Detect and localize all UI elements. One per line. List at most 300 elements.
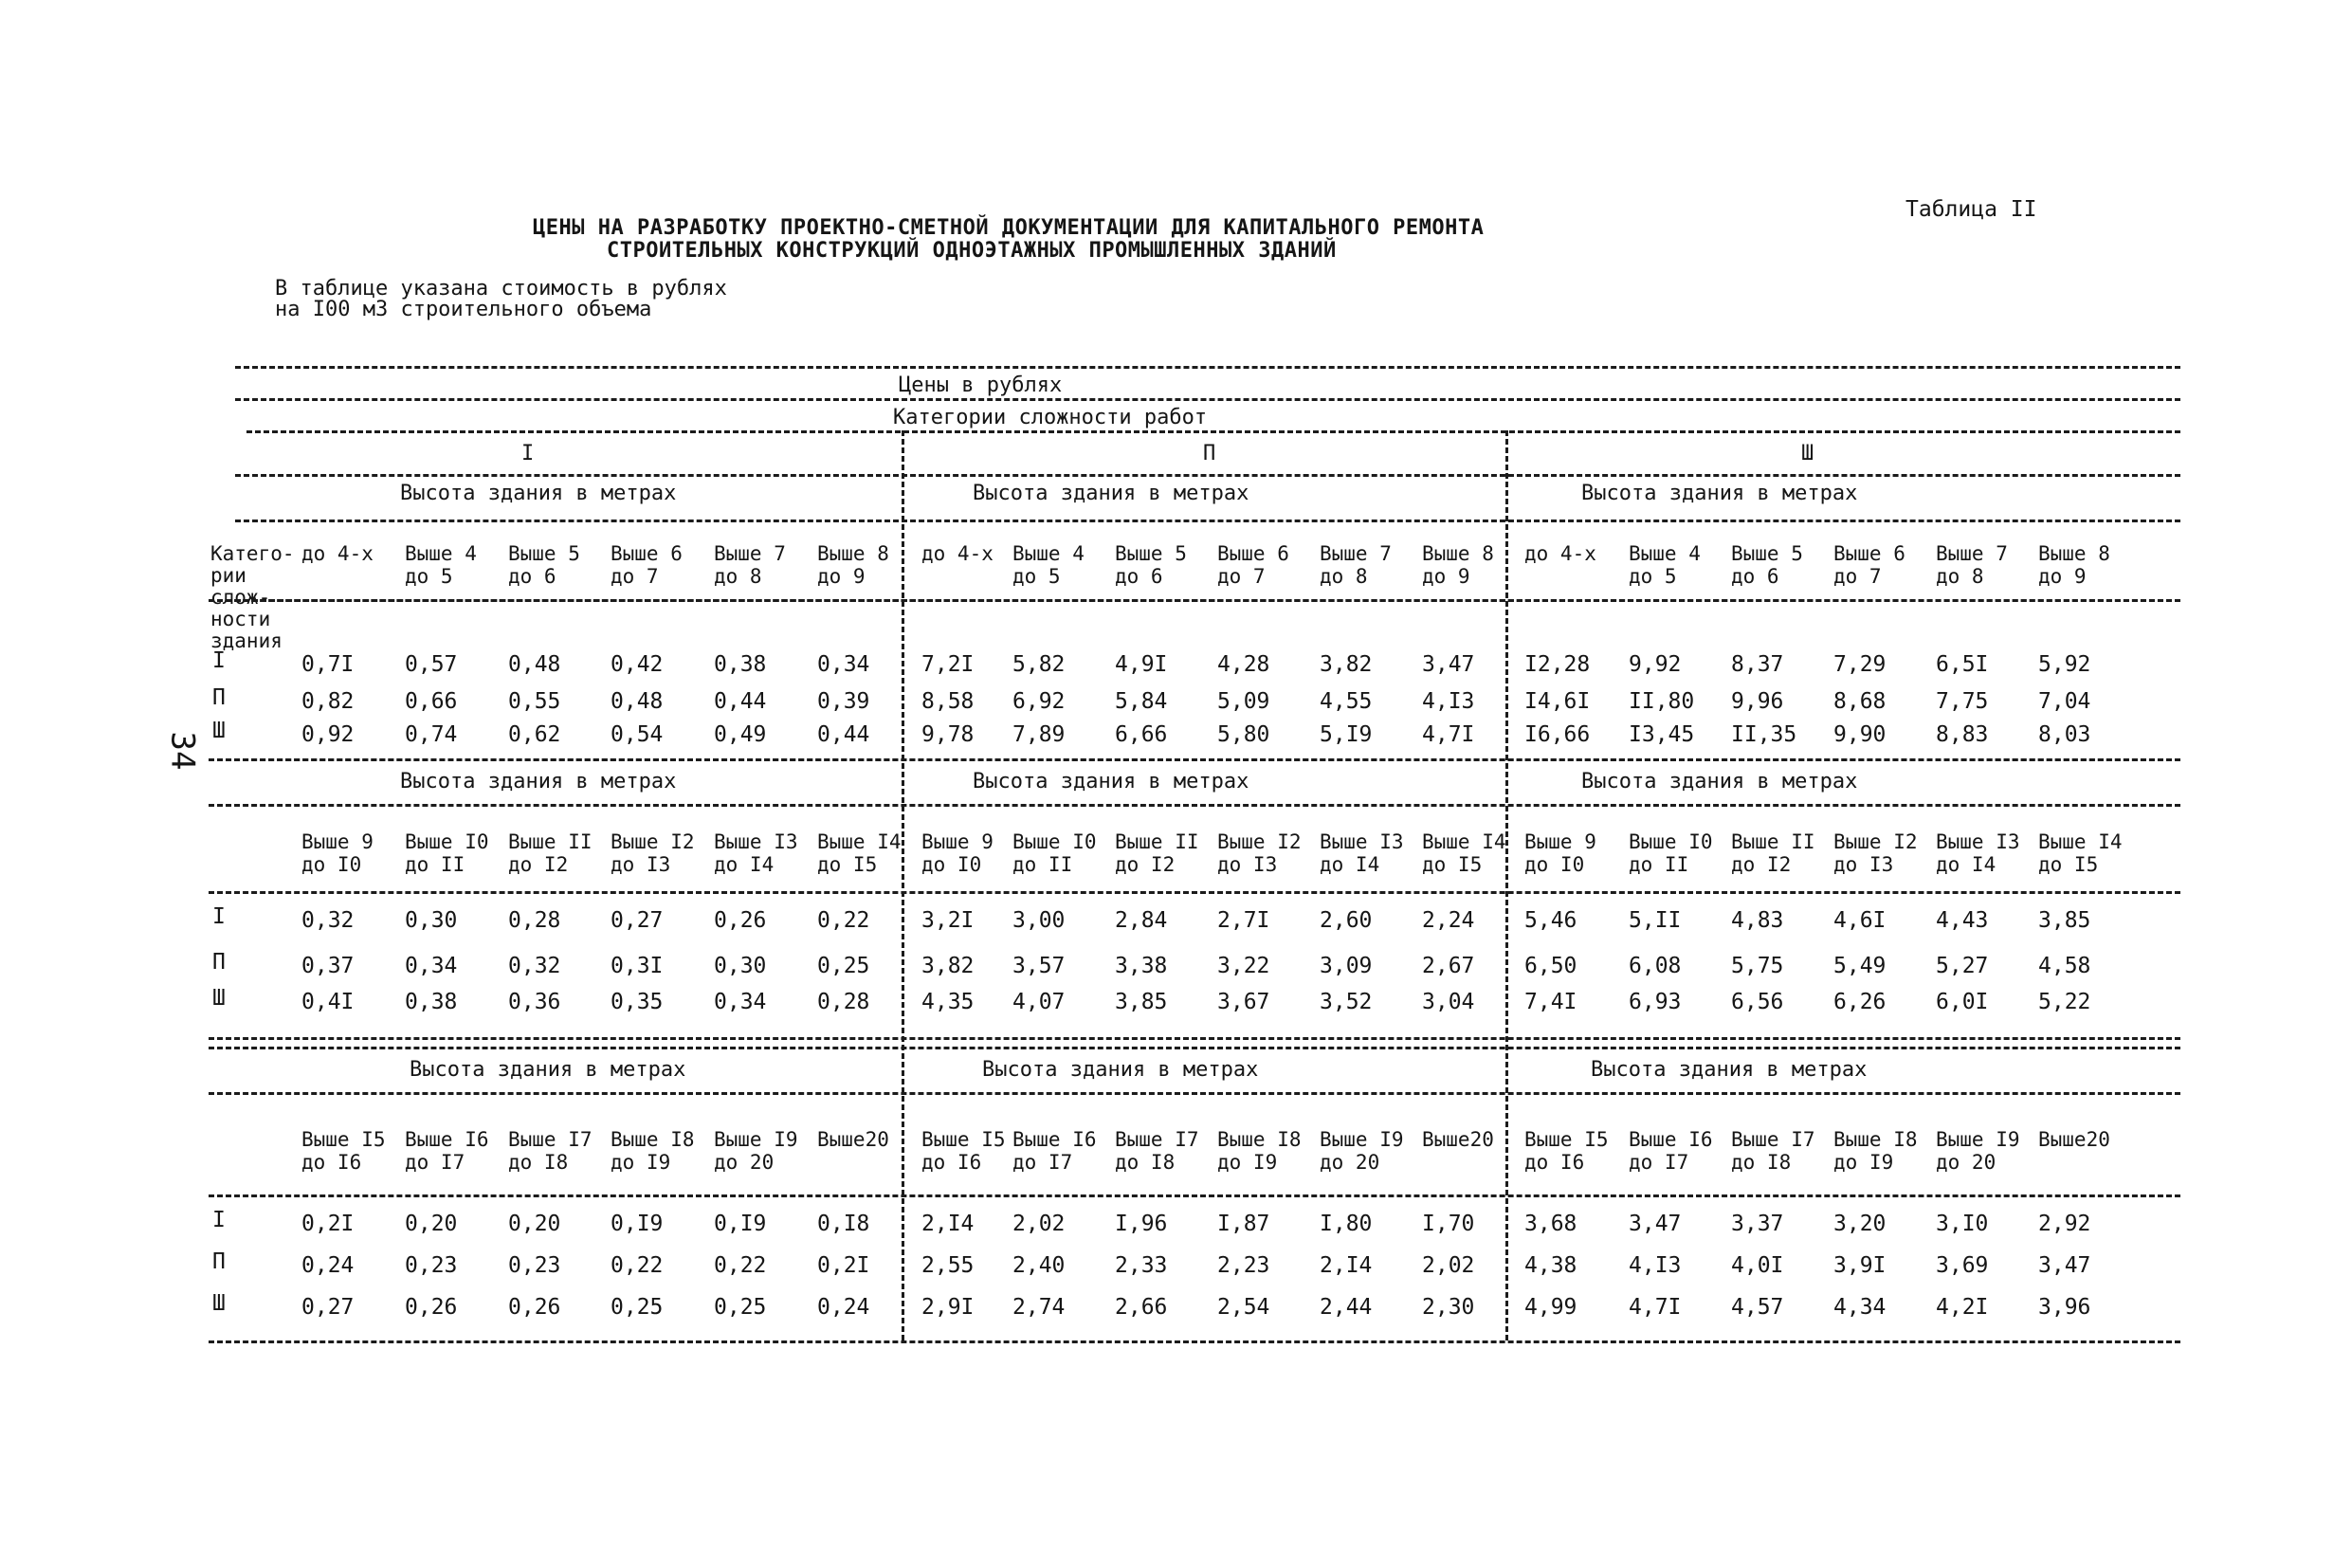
table-cell: 0,30 xyxy=(405,908,458,933)
column-header: до I6 xyxy=(301,1151,362,1174)
table-cell: 3,09 xyxy=(1320,954,1373,978)
column-header: до 6 xyxy=(508,565,556,588)
table-cell: 4,I3 xyxy=(1422,689,1475,714)
table-cell: 0,39 xyxy=(817,689,870,714)
table-cell: 0,49 xyxy=(714,722,767,747)
table-cell: 0,34 xyxy=(405,954,458,978)
table-cell: 0,32 xyxy=(301,908,355,933)
table-cell: 0,3I xyxy=(611,954,664,978)
table-cell: 4,43 xyxy=(1936,908,1989,933)
table-cell: 2,60 xyxy=(1320,908,1373,933)
row-label: I xyxy=(212,648,226,673)
table-cell: 0,66 xyxy=(405,689,458,714)
table-cell: 0,26 xyxy=(508,1295,561,1320)
table-cell: 2,84 xyxy=(1115,908,1168,933)
column-header: Выше 7 xyxy=(1936,542,2008,565)
column-header: Выше I3 xyxy=(1320,830,1404,853)
title-line-2: СТРОИТЕЛЬНЫХ КОНСТРУКЦИЙ ОДНОЭТАЖНЫХ ПРОМЫШЛЕННЫХ ЗДАНИЙ xyxy=(607,239,1337,263)
table-cell: 2,40 xyxy=(1012,1253,1066,1278)
table-cell: 0,2I xyxy=(817,1253,870,1278)
table-cell: 0,22 xyxy=(817,908,870,933)
divider-line xyxy=(235,520,2180,522)
column-header: до I8 xyxy=(1731,1151,1792,1174)
column-header: до 5 xyxy=(1629,565,1677,588)
table-cell: 4,57 xyxy=(1731,1295,1784,1320)
column-header: Выше 6 xyxy=(1217,542,1289,565)
height-label: Высота здания в метрах xyxy=(400,482,677,505)
row-label: П xyxy=(212,1249,226,1274)
table-cell: 0,7I xyxy=(301,652,355,677)
row-label: Ш xyxy=(212,719,226,743)
table-cell: 4,35 xyxy=(921,990,975,1014)
table-cell: 3,I0 xyxy=(1936,1212,1989,1236)
column-header: до 4-х xyxy=(1524,542,1596,565)
table-cell: 0,82 xyxy=(301,689,355,714)
divider-line xyxy=(235,474,2180,477)
column-header: до 20 xyxy=(1320,1151,1380,1174)
table-cell: II,80 xyxy=(1629,689,1695,714)
column-header: Выше 9 xyxy=(1524,830,1596,853)
column-header: до I8 xyxy=(508,1151,569,1174)
column-header: до I3 xyxy=(1833,853,1894,876)
column-header: Выше I6 xyxy=(1012,1128,1097,1151)
table-cell: 9,96 xyxy=(1731,689,1784,714)
table-cell: 0,26 xyxy=(714,908,767,933)
table-cell: 6,66 xyxy=(1115,722,1168,747)
column-header: до I9 xyxy=(611,1151,671,1174)
column-header: до 8 xyxy=(1320,565,1368,588)
table-cell: 4,0I xyxy=(1731,1253,1784,1278)
table-cell: I,96 xyxy=(1115,1212,1168,1236)
table-cell: 5,I9 xyxy=(1320,722,1373,747)
column-header: Выше 8 xyxy=(2038,542,2110,565)
table-cell: 0,42 xyxy=(611,652,664,677)
column-header: до I5 xyxy=(817,853,878,876)
table-cell: 3,47 xyxy=(1629,1212,1682,1236)
table-cell: 0,54 xyxy=(611,722,664,747)
column-header: Выше I2 xyxy=(1833,830,1918,853)
table-cell: 3,57 xyxy=(1012,954,1066,978)
divider-line xyxy=(209,1037,2180,1040)
column-header: до I6 xyxy=(921,1151,982,1174)
column-header: до 8 xyxy=(714,565,762,588)
table-cell: 2,9I xyxy=(921,1295,975,1320)
table-cell: 9,92 xyxy=(1629,652,1682,677)
column-header: до 4-х xyxy=(921,542,994,565)
table-cell: 2,54 xyxy=(1217,1295,1270,1320)
column-header: Выше 9 xyxy=(301,830,374,853)
column-header: Выше I5 xyxy=(1524,1128,1609,1151)
column-header: Выше20 xyxy=(2038,1128,2110,1151)
column-header: Выше 5 xyxy=(1731,542,1803,565)
column-header: Выше I7 xyxy=(1115,1128,1199,1151)
table-cell: 0,I8 xyxy=(817,1212,870,1236)
column-divider xyxy=(902,430,904,1340)
table-cell: 2,23 xyxy=(1217,1253,1270,1278)
table-cell: 0,30 xyxy=(714,954,767,978)
table-cell: 7,4I xyxy=(1524,990,1577,1014)
page-number: 34 xyxy=(163,731,202,771)
table-cell: 0,24 xyxy=(301,1253,355,1278)
column-header: Выше I0 xyxy=(1012,830,1097,853)
column-header: Выше I4 xyxy=(817,830,902,853)
table-cell: 6,50 xyxy=(1524,954,1577,978)
column-header: Выше 8 xyxy=(1422,542,1494,565)
table-cell: 0,2I xyxy=(301,1212,355,1236)
column-header: Выше20 xyxy=(1422,1128,1494,1151)
table-cell: 3,9I xyxy=(1833,1253,1887,1278)
table-cell: 0,34 xyxy=(714,990,767,1014)
table-cell: I3,45 xyxy=(1629,722,1695,747)
column-header: Выше I7 xyxy=(1731,1128,1815,1151)
column-header: до 5 xyxy=(405,565,453,588)
column-header: Выше I8 xyxy=(611,1128,695,1151)
column-header: Выше II xyxy=(1115,830,1199,853)
column-header: до I4 xyxy=(1320,853,1380,876)
prices-label: Цены в рублях xyxy=(899,374,1063,397)
table-cell: 4,38 xyxy=(1524,1253,1577,1278)
column-header: Выше I0 xyxy=(405,830,489,853)
height-label: Высота здания в метрах xyxy=(1581,770,1858,793)
table-cell: 0,44 xyxy=(714,689,767,714)
table-cell: 0,26 xyxy=(405,1295,458,1320)
table-cell: 6,56 xyxy=(1731,990,1784,1014)
table-cell: 7,89 xyxy=(1012,722,1066,747)
table-cell: 5,09 xyxy=(1217,689,1270,714)
table-cell: 6,08 xyxy=(1629,954,1682,978)
column-header: до 9 xyxy=(817,565,866,588)
row-label: Ш xyxy=(212,986,226,1011)
table-cell: 6,5I xyxy=(1936,652,1989,677)
column-header: до 20 xyxy=(1936,1151,1996,1174)
column-header: Выше I9 xyxy=(1936,1128,2020,1151)
table-cell: 2,66 xyxy=(1115,1295,1168,1320)
table-cell: 0,22 xyxy=(611,1253,664,1278)
category-group-2: П xyxy=(1203,442,1216,465)
column-header: Выше 8 xyxy=(817,542,889,565)
table-cell: 0,24 xyxy=(817,1295,870,1320)
table-cell: 3,04 xyxy=(1422,990,1475,1014)
column-header: Выше I4 xyxy=(1422,830,1506,853)
column-header: до 9 xyxy=(1422,565,1470,588)
column-header: Выше 5 xyxy=(1115,542,1187,565)
column-header: Выше I3 xyxy=(1936,830,2020,853)
table-cell: I6,66 xyxy=(1524,722,1591,747)
row-label: I xyxy=(212,1208,226,1232)
table-cell: 0,74 xyxy=(405,722,458,747)
height-label: Высота здания в метрах xyxy=(410,1058,686,1082)
height-label: Высота здания в метрах xyxy=(982,1058,1259,1082)
column-header: до I0 xyxy=(1524,853,1585,876)
column-header: Выше 7 xyxy=(1320,542,1392,565)
table-cell: 5,75 xyxy=(1731,954,1784,978)
table-cell: I4,6I xyxy=(1524,689,1591,714)
column-header: до II xyxy=(1012,853,1073,876)
column-header: Выше I6 xyxy=(1629,1128,1713,1151)
column-header: до I6 xyxy=(1524,1151,1585,1174)
column-header: Выше 6 xyxy=(1833,542,1905,565)
table-cell: 4,6I xyxy=(1833,908,1887,933)
divider-line xyxy=(235,398,2180,401)
column-header: до I2 xyxy=(508,853,569,876)
column-header: Выше I9 xyxy=(1320,1128,1404,1151)
divider-line xyxy=(209,891,2180,894)
column-header: Выше I8 xyxy=(1833,1128,1918,1151)
column-header: до I3 xyxy=(1217,853,1278,876)
column-header: до I3 xyxy=(611,853,671,876)
table-cell: 4,28 xyxy=(1217,652,1270,677)
table-cell: 5,27 xyxy=(1936,954,1989,978)
table-cell: 3,69 xyxy=(1936,1253,1989,1278)
column-header: до 6 xyxy=(1115,565,1163,588)
table-cell: 3,68 xyxy=(1524,1212,1577,1236)
note-line-1: В таблице указана стоимость в рублях xyxy=(275,277,727,301)
table-cell: 5,80 xyxy=(1217,722,1270,747)
table-cell: 3,47 xyxy=(1422,652,1475,677)
row-category-label: ности xyxy=(210,608,271,630)
table-cell: I,70 xyxy=(1422,1212,1475,1236)
column-header: Выше 5 xyxy=(508,542,580,565)
table-cell: 2,33 xyxy=(1115,1253,1168,1278)
table-cell: 0,25 xyxy=(714,1295,767,1320)
table-cell: 0,20 xyxy=(508,1212,561,1236)
table-cell: 0,25 xyxy=(817,954,870,978)
column-header: Выше 6 xyxy=(611,542,683,565)
table-cell: 3,82 xyxy=(921,954,975,978)
note-line-2: на I00 м3 строительного объема xyxy=(275,298,652,321)
column-header: Выше 4 xyxy=(1012,542,1085,565)
table-cell: 0,57 xyxy=(405,652,458,677)
table-cell: 2,24 xyxy=(1422,908,1475,933)
category-group-1: I xyxy=(521,442,535,465)
divider-line xyxy=(246,430,2180,433)
table-cell: 3,22 xyxy=(1217,954,1270,978)
table-cell: 3,47 xyxy=(2038,1253,2091,1278)
table-cell: 4,99 xyxy=(1524,1295,1577,1320)
table-cell: 3,85 xyxy=(1115,990,1168,1014)
table-cell: 3,85 xyxy=(2038,908,2091,933)
table-cell: 8,37 xyxy=(1731,652,1784,677)
column-header: Выше I8 xyxy=(1217,1128,1302,1151)
column-header: Выше I9 xyxy=(714,1128,798,1151)
divider-line xyxy=(209,758,2180,761)
column-header: до II xyxy=(1629,853,1689,876)
column-header: до 8 xyxy=(1936,565,1984,588)
table-cell: 4,34 xyxy=(1833,1295,1887,1320)
row-label: Ш xyxy=(212,1291,226,1316)
column-header: до 4-х xyxy=(301,542,374,565)
table-cell: II,35 xyxy=(1731,722,1797,747)
column-header: до I0 xyxy=(301,853,362,876)
table-cell: 4,9I xyxy=(1115,652,1168,677)
table-cell: 0,44 xyxy=(817,722,870,747)
column-header: Выше 4 xyxy=(405,542,477,565)
divider-line xyxy=(209,1340,2180,1343)
table-cell: 0,36 xyxy=(508,990,561,1014)
table-cell: 4,07 xyxy=(1012,990,1066,1014)
table-cell: 3,52 xyxy=(1320,990,1373,1014)
table-cell: 2,92 xyxy=(2038,1212,2091,1236)
table-cell: 2,02 xyxy=(1012,1212,1066,1236)
table-cell: 2,02 xyxy=(1422,1253,1475,1278)
table-cell: 2,74 xyxy=(1012,1295,1066,1320)
table-cell: 0,37 xyxy=(301,954,355,978)
table-cell: 5,92 xyxy=(2038,652,2091,677)
table-number: Таблица II xyxy=(1905,197,2037,222)
divider-line xyxy=(209,1047,2180,1049)
table-cell: 7,29 xyxy=(1833,652,1887,677)
column-header: Выше 7 xyxy=(714,542,786,565)
table-cell: 5,82 xyxy=(1012,652,1066,677)
table-cell: 3,2I xyxy=(921,908,975,933)
table-cell: 0,23 xyxy=(405,1253,458,1278)
table-cell: I,87 xyxy=(1217,1212,1270,1236)
divider-line xyxy=(209,1092,2180,1095)
table-cell: 3,67 xyxy=(1217,990,1270,1014)
table-cell: 4,I3 xyxy=(1629,1253,1682,1278)
table-cell: 2,30 xyxy=(1422,1295,1475,1320)
table-cell: 3,82 xyxy=(1320,652,1373,677)
column-header: Выше I2 xyxy=(611,830,695,853)
column-header: до I0 xyxy=(921,853,982,876)
column-header: Выше I3 xyxy=(714,830,798,853)
column-header: до I7 xyxy=(1629,1151,1689,1174)
column-header: до 6 xyxy=(1731,565,1779,588)
table-cell: 5,II xyxy=(1629,908,1682,933)
height-label: Высота здания в метрах xyxy=(1581,482,1858,505)
column-header: до II xyxy=(405,853,465,876)
table-cell: 0,28 xyxy=(817,990,870,1014)
divider-line xyxy=(209,599,2180,602)
table-cell: 0,4I xyxy=(301,990,355,1014)
row-label: I xyxy=(212,904,226,929)
table-cell: 7,04 xyxy=(2038,689,2091,714)
column-header: Выше I5 xyxy=(301,1128,386,1151)
table-cell: 6,93 xyxy=(1629,990,1682,1014)
table-cell: 2,I4 xyxy=(921,1212,975,1236)
divider-line xyxy=(209,1194,2180,1197)
table-cell: 8,68 xyxy=(1833,689,1887,714)
column-header: Выше I2 xyxy=(1217,830,1302,853)
table-cell: 0,48 xyxy=(508,652,561,677)
table-cell: 6,26 xyxy=(1833,990,1887,1014)
table-cell: 0,34 xyxy=(817,652,870,677)
table-cell: 4,55 xyxy=(1320,689,1373,714)
table-cell: 0,25 xyxy=(611,1295,664,1320)
table-cell: I,80 xyxy=(1320,1212,1373,1236)
table-cell: 3,00 xyxy=(1012,908,1066,933)
row-category-label: рии xyxy=(210,564,246,587)
height-label: Высота здания в метрах xyxy=(400,770,677,793)
table-cell: 0,20 xyxy=(405,1212,458,1236)
row-label: П xyxy=(212,950,226,975)
column-header: Выше 4 xyxy=(1629,542,1701,565)
height-label: Высота здания в метрах xyxy=(1591,1058,1868,1082)
column-header: Выше II xyxy=(1731,830,1815,853)
column-header: до 20 xyxy=(714,1151,775,1174)
column-header: до I9 xyxy=(1833,1151,1894,1174)
table-cell: 3,96 xyxy=(2038,1295,2091,1320)
table-cell: 8,83 xyxy=(1936,722,1989,747)
category-group-3: Ш xyxy=(1801,442,1814,465)
column-header: до I5 xyxy=(2038,853,2099,876)
row-label: П xyxy=(212,685,226,710)
table-cell: 2,44 xyxy=(1320,1295,1373,1320)
column-header: до 7 xyxy=(1833,565,1882,588)
row-category-label: слож- xyxy=(210,586,271,609)
height-label: Высота здания в метрах xyxy=(973,770,1249,793)
row-category-label: здания xyxy=(210,629,283,652)
column-header: Выше II xyxy=(508,830,593,853)
table-cell: I2,28 xyxy=(1524,652,1591,677)
column-header: до I8 xyxy=(1115,1151,1176,1174)
column-divider xyxy=(1505,430,1508,1340)
row-category-label: Катего- xyxy=(210,542,295,565)
table-cell: 0,I9 xyxy=(611,1212,664,1236)
table-cell: 7,75 xyxy=(1936,689,1989,714)
table-cell: 0,35 xyxy=(611,990,664,1014)
table-cell: 9,78 xyxy=(921,722,975,747)
column-header: до I7 xyxy=(405,1151,465,1174)
table-cell: 5,22 xyxy=(2038,990,2091,1014)
column-header: Выше 9 xyxy=(921,830,994,853)
column-header: Выше I7 xyxy=(508,1128,593,1151)
column-header: до I9 xyxy=(1217,1151,1278,1174)
table-cell: 8,03 xyxy=(2038,722,2091,747)
column-header: Выше I4 xyxy=(2038,830,2123,853)
table-cell: 5,84 xyxy=(1115,689,1168,714)
table-cell: 0,27 xyxy=(611,908,664,933)
table-cell: 4,7I xyxy=(1422,722,1475,747)
column-header: до 7 xyxy=(611,565,659,588)
table-cell: 0,38 xyxy=(714,652,767,677)
table-cell: 0,62 xyxy=(508,722,561,747)
table-cell: 0,32 xyxy=(508,954,561,978)
column-header: до 5 xyxy=(1012,565,1061,588)
column-header: до 9 xyxy=(2038,565,2087,588)
column-header: до I2 xyxy=(1731,853,1792,876)
table-cell: 3,37 xyxy=(1731,1212,1784,1236)
table-cell: 0,38 xyxy=(405,990,458,1014)
table-cell: 3,20 xyxy=(1833,1212,1887,1236)
table-cell: 7,2I xyxy=(921,652,975,677)
table-cell: 5,49 xyxy=(1833,954,1887,978)
column-header: до I4 xyxy=(714,853,775,876)
table-cell: 0,92 xyxy=(301,722,355,747)
column-header: Выше I5 xyxy=(921,1128,1006,1151)
table-cell: 0,23 xyxy=(508,1253,561,1278)
table-cell: 9,90 xyxy=(1833,722,1887,747)
column-header: до I7 xyxy=(1012,1151,1073,1174)
column-header: Выше I0 xyxy=(1629,830,1713,853)
column-header: Выше20 xyxy=(817,1128,889,1151)
table-cell: 4,83 xyxy=(1731,908,1784,933)
table-cell: 4,2I xyxy=(1936,1295,1989,1320)
table-cell: 2,I4 xyxy=(1320,1253,1373,1278)
column-header: до I5 xyxy=(1422,853,1483,876)
table-cell: 6,92 xyxy=(1012,689,1066,714)
divider-line xyxy=(209,804,2180,807)
column-header: Выше I6 xyxy=(405,1128,489,1151)
column-header: до 7 xyxy=(1217,565,1266,588)
divider-line xyxy=(235,366,2180,369)
table-cell: 0,22 xyxy=(714,1253,767,1278)
table-cell: 5,46 xyxy=(1524,908,1577,933)
title-line-1: ЦЕНЫ НА РАЗРАБОТКУ ПРОЕКТНО-СМЕТНОЙ ДОКУМЕНТАЦИИ ДЛЯ КАПИТАЛЬНОГО РЕМОНТА xyxy=(533,216,1485,240)
table-cell: 0,55 xyxy=(508,689,561,714)
table-cell: 2,67 xyxy=(1422,954,1475,978)
table-cell: 2,7I xyxy=(1217,908,1270,933)
